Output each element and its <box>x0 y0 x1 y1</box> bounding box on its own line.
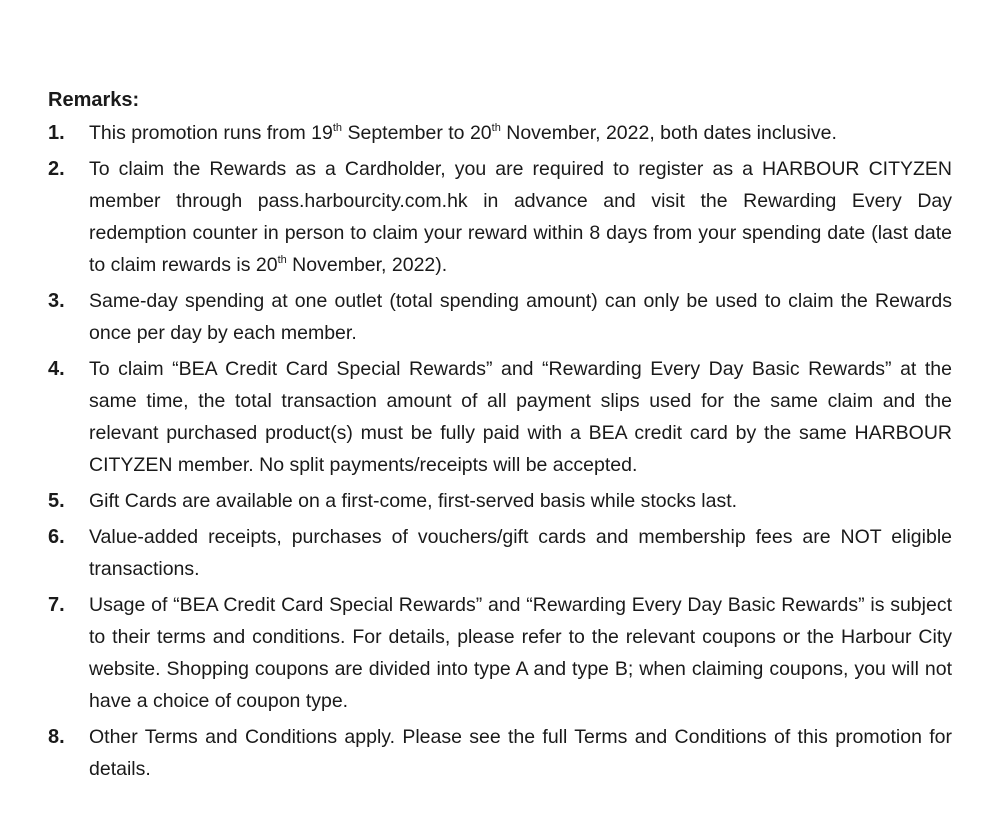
remark-item <box>48 117 952 149</box>
remark-text <box>89 721 952 785</box>
remark-item <box>48 285 952 349</box>
remark-text-segment: Value-added receipts, purchases of vouchers/gift cards and membership fees are NOT eligible transactions. <box>89 526 952 580</box>
remark-number: 2. <box>48 158 65 180</box>
remark-number: 4. <box>48 358 65 380</box>
remark-text-segment: Same-day spending at one outlet (total spending amount) can only be used to claim the Rewards once per day by each member. <box>89 290 952 344</box>
remark-item <box>48 353 952 481</box>
remark-text <box>89 153 952 281</box>
remark-number: 8. <box>48 726 65 748</box>
remark-number: 1. <box>48 122 65 144</box>
remark-number: 5. <box>48 490 65 512</box>
remark-text <box>89 521 952 585</box>
remark-number: 3. <box>48 290 65 312</box>
remark-item <box>48 589 952 717</box>
remark-text <box>89 285 952 349</box>
remark-text-segment: Usage of “BEA Credit Card Special Rewards” and “Rewarding Every Day Basic Rewards” is subject to their terms and conditions. For details, please refer to the relevant coupons or the Harbour City website. Shopping coupons are divided into type A and type B; when claiming coupons, you will not have a choice of coupon type. <box>89 594 952 712</box>
remark-text <box>89 485 952 517</box>
ordinal-suffix: th <box>277 253 287 266</box>
remark-text-segment: This promotion runs from 19 <box>89 122 333 144</box>
ordinal-suffix: th <box>332 121 343 134</box>
remark-text-segment: To claim the Rewards as a Cardholder, you are required to register as a HARBOUR CITYZEN member through pass.harbourcity.com.hk in advance and visit the Rewarding Every Day redemption counter in person to claim your reward within 8 days from your spending date (last date to claim rewards is 20 <box>89 158 952 276</box>
remark-text-segment: September to 20 <box>342 122 492 144</box>
remark-item <box>48 721 952 785</box>
remark-text-segment: Gift Cards are available on a first-come, first-served basis while stocks last. <box>89 490 738 512</box>
remark-item <box>48 485 952 517</box>
remark-number: 6. <box>48 526 65 548</box>
remarks-heading: Remarks: <box>48 89 140 111</box>
remarks-list <box>48 117 952 785</box>
remark-item <box>48 521 952 585</box>
ordinal-suffix: th <box>491 121 501 134</box>
remark-text <box>89 117 952 149</box>
remarks-section <box>48 84 952 789</box>
remark-text-segment: November, 2022, both dates inclusive. <box>500 122 837 144</box>
remark-text <box>89 589 952 717</box>
remark-text-segment: November, 2022). <box>286 254 448 276</box>
remark-text-segment: Other Terms and Conditions apply. Please see the full Terms and Conditions of this promotion for details. <box>89 726 952 780</box>
remark-text-segment: To claim “BEA Credit Card Special Rewards” and “Rewarding Every Day Basic Rewards” at the same time, the total transaction amount of all payment slips used for the same claim and the relevant purchased product(s) must be fully paid with a BEA credit card by the same HARBOUR CITYZEN member. No split payments/receipts will be accepted. <box>89 358 952 476</box>
remark-text <box>89 353 952 481</box>
remark-item <box>48 153 952 281</box>
remark-number: 7. <box>48 594 65 616</box>
